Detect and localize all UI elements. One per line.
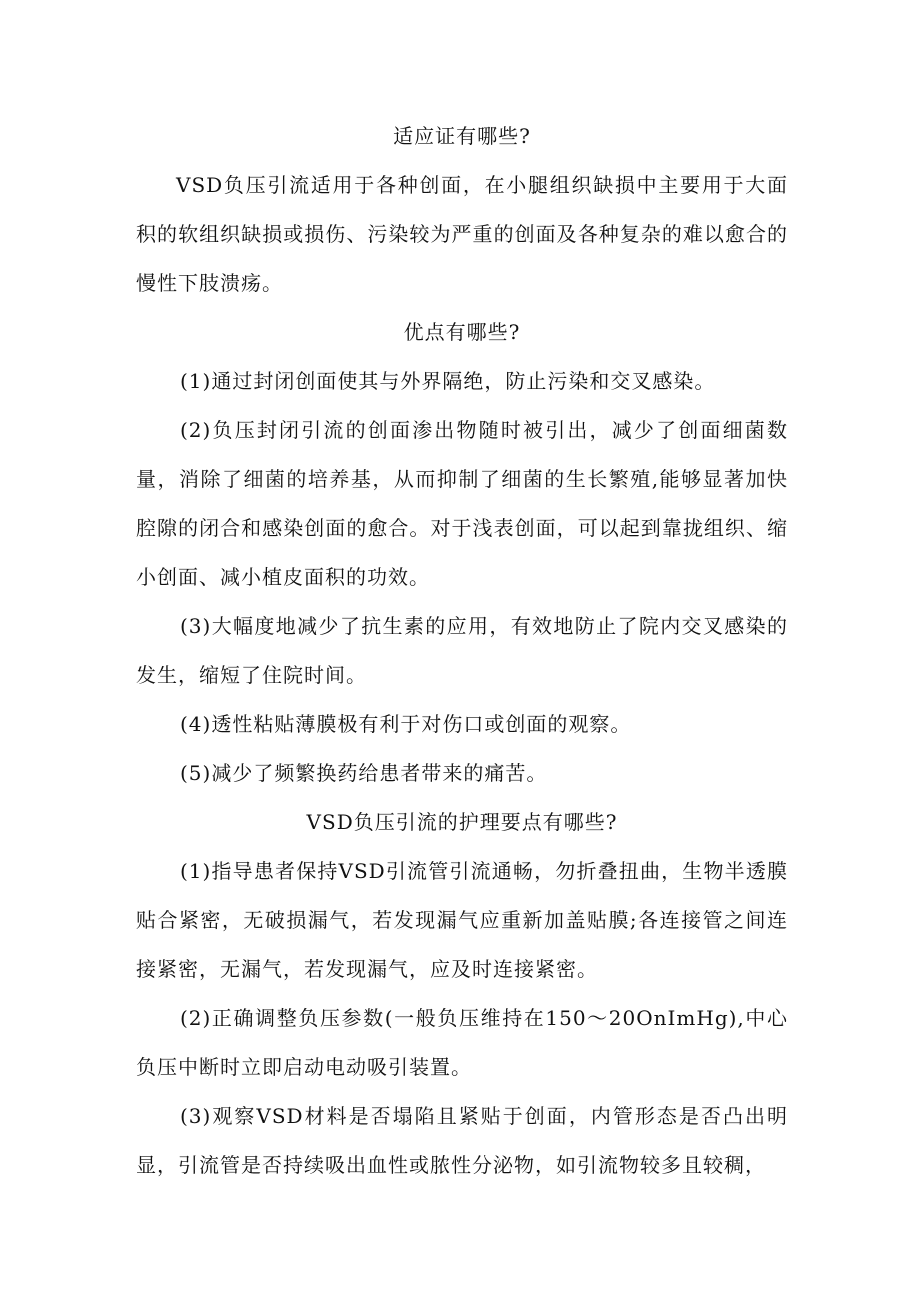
section-heading-advantages: 优点有哪些? (403, 320, 521, 344)
paragraph-advantage-2: (2)负压封闭引流的创面渗出物随时被引出，减少了创面细菌数量，消除了细菌的培养基，从而抑制了细菌的生长繁殖,能够显著加快腔隙的闭合和感染创面的愈合。对于浅表创面，可以起到靠拢组织、缩小创面、减小植皮面积的功效。 (136, 418, 788, 589)
paragraph-nursing-3: (3)观察VSD材料是否塌陷且紧贴于创面，内管形态是否凸出明显，引流管是否持续吸出血性或脓性分泌物，如引流物较多且较稠， (136, 1104, 788, 1177)
paragraph-advantage-1: (1)通过封闭创面使其与外界隔绝，防止污染和交叉感染。 (180, 369, 716, 393)
paragraph-advantage-4: (4)透性粘贴薄膜极有利于对伤口或创面的观察。 (180, 712, 632, 736)
document-body (136, 112, 788, 1190)
paragraph-nursing-2: (2)正确调整负压参数(一般负压维持在150～20OnImHg),中心负压中断时立即启动电动吸引装置。 (136, 1006, 788, 1079)
paragraph-nursing-1: (1)指导患者保持VSD引流管引流通畅，勿折叠扭曲，生物半透膜贴合紧密，无破损漏气，若发现漏气应重新加盖贴膜;各连接管之间连接紧密，无漏气，若发现漏气，应及时连接紧密。 (136, 859, 788, 981)
paragraph-indications: VSD负压引流适用于各种创面，在小腿组织缺损中主要用于大面积的软组织缺损或损伤、污染较为严重的创面及各种复杂的难以愈合的慢性下肢溃疡。 (136, 173, 788, 295)
section-heading-indications: 适应证有哪些? (393, 124, 531, 148)
paragraph-advantage-5: (5)减少了频繁换药给患者带来的痛苦。 (180, 761, 548, 785)
section-heading-nursing: VSD负压引流的护理要点有哪些? (306, 810, 618, 834)
paragraph-advantage-3: (3)大幅度地减少了抗生素的应用，有效地防止了院内交叉感染的发生，缩短了住院时间。 (136, 614, 788, 687)
